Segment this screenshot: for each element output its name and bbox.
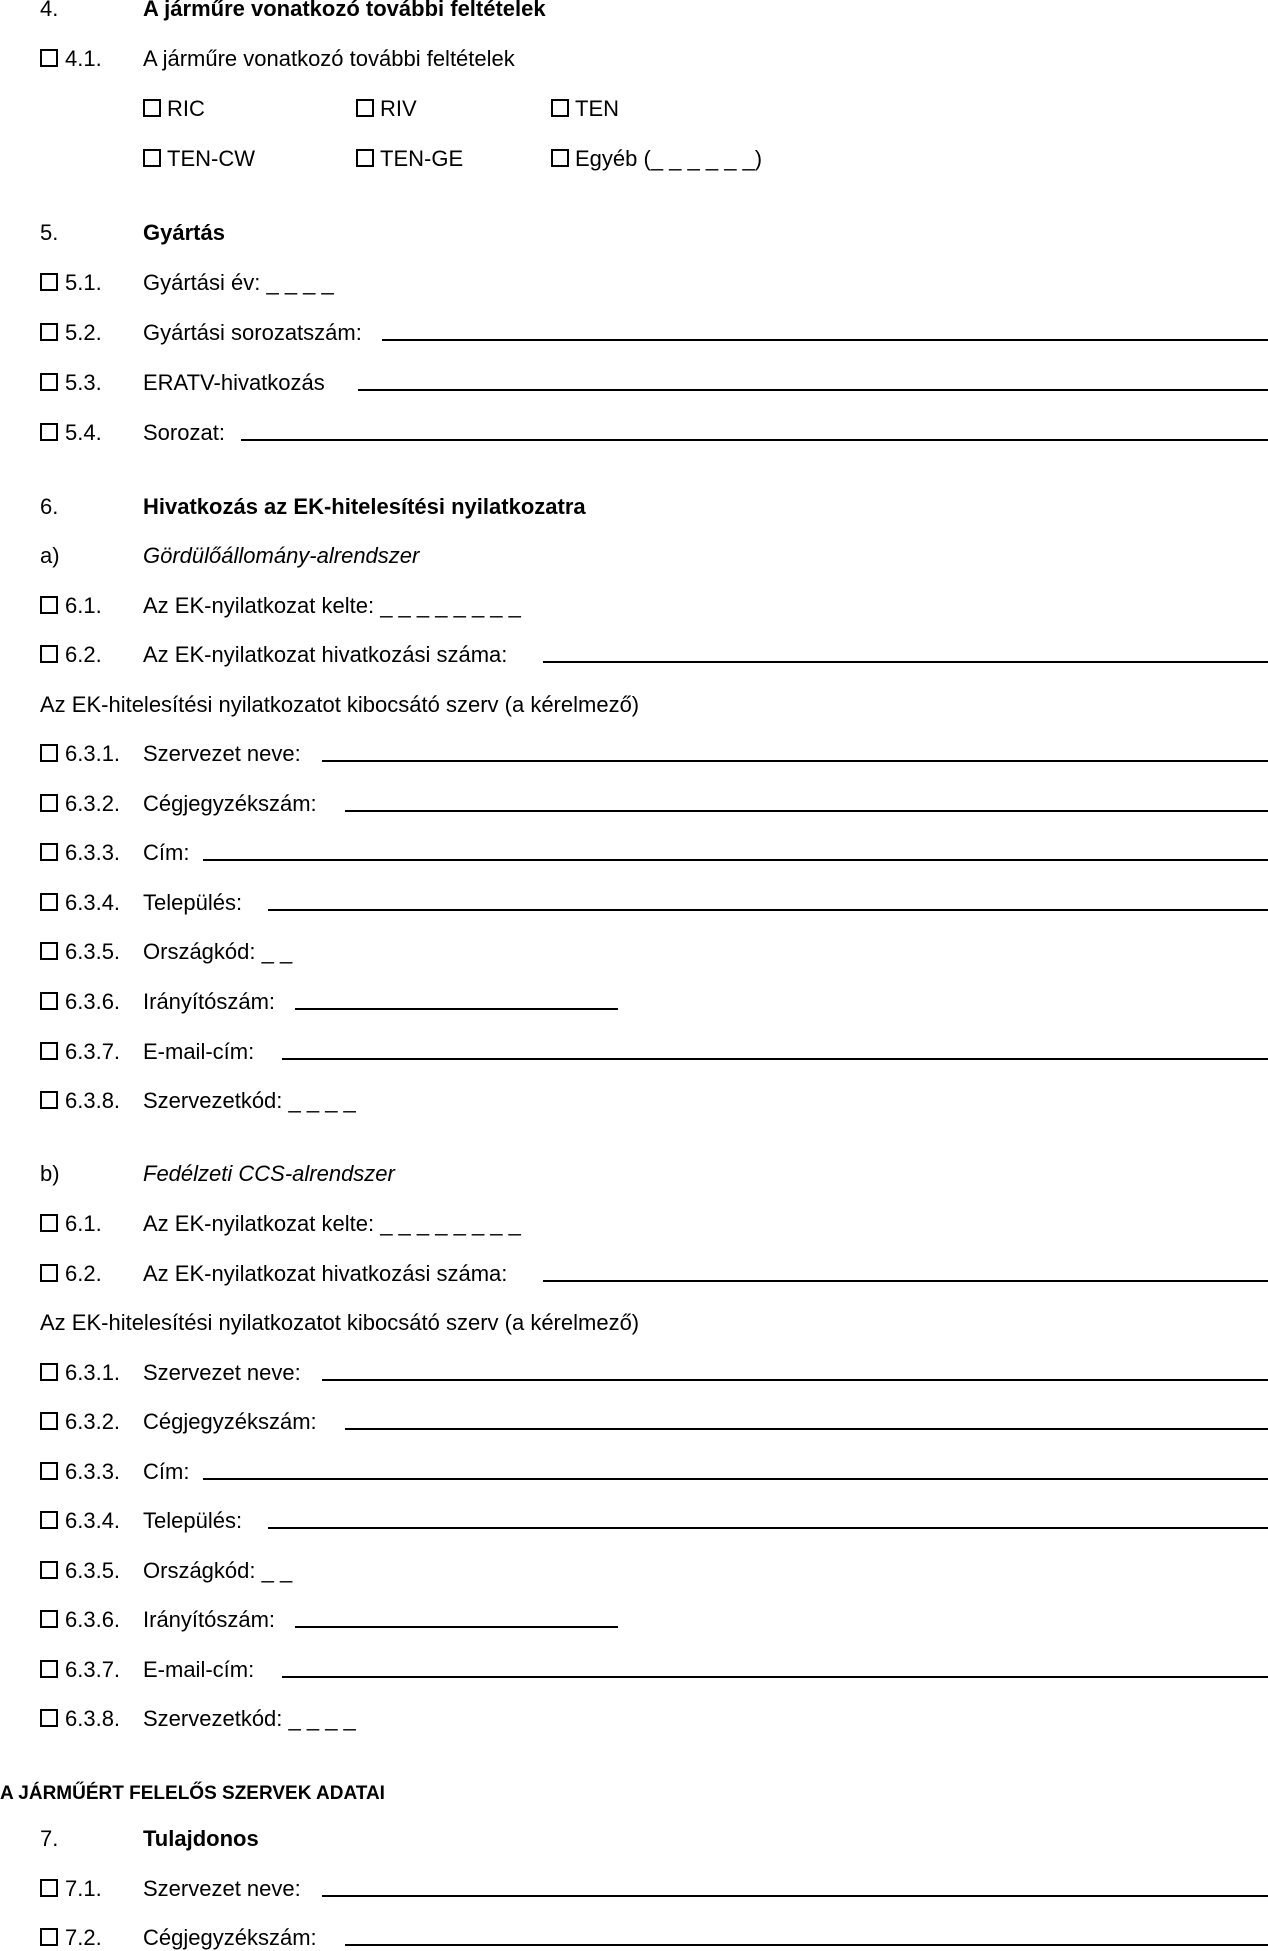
- fill-line[interactable]: [345, 810, 1268, 812]
- item-a-6-3-2: [0, 787, 1268, 817]
- checkbox[interactable]: [143, 149, 161, 167]
- item-label: Cégjegyzékszám:: [143, 791, 317, 816]
- checkbox[interactable]: [40, 645, 58, 663]
- item-a-6-3-1: [0, 737, 1268, 767]
- checkbox[interactable]: [40, 992, 58, 1010]
- item-label: E-mail-cím:: [143, 1039, 255, 1064]
- section-number: 6.: [40, 494, 59, 519]
- item-number: 6.3.1.: [65, 741, 121, 766]
- item-number: 6.3.1.: [65, 1360, 121, 1385]
- checkbox[interactable]: [40, 1363, 58, 1381]
- subsection-b-header: [0, 1157, 1268, 1187]
- item-label: Szervezetkód: _ _ _ _: [143, 1706, 356, 1731]
- option-label: TEN-CW: [167, 146, 255, 171]
- fill-line[interactable]: [282, 1676, 1268, 1678]
- subsection-letter: a): [40, 543, 60, 568]
- section-number: 7.: [40, 1826, 59, 1851]
- item-a-6-1: [0, 589, 1268, 619]
- item-number: 6.3.3.: [65, 1459, 121, 1484]
- item-label: Cégjegyzékszám:: [143, 1925, 317, 1950]
- item-number: 5.3.: [65, 370, 102, 395]
- item-number: 6.3.2.: [65, 1409, 121, 1434]
- item-label: Gyártási sorozatszám:: [143, 320, 362, 345]
- responsible-heading-row: [0, 1775, 1268, 1805]
- item-number: 6.3.6.: [65, 1607, 121, 1632]
- item-b-6-2: [0, 1257, 1268, 1287]
- checkbox[interactable]: [40, 893, 58, 911]
- item-b-6-3-4: [0, 1504, 1268, 1534]
- item-a-6-3-6: [0, 985, 1268, 1015]
- item-7-1: [0, 1872, 1268, 1902]
- item-number: 6.3.6.: [65, 989, 121, 1014]
- checkbox[interactable]: [356, 99, 374, 117]
- checkbox[interactable]: [40, 1660, 58, 1678]
- checkbox[interactable]: [40, 794, 58, 812]
- item-number: 6.3.2.: [65, 791, 121, 816]
- item-number: 6.3.8.: [65, 1088, 121, 1113]
- checkbox[interactable]: [40, 1511, 58, 1529]
- item-5-2: [0, 316, 1268, 346]
- item-b-6-3-3: [0, 1455, 1268, 1485]
- section-title: Hivatkozás az EK-hitelesítési nyilatkozatra: [143, 494, 586, 519]
- checkbox[interactable]: [40, 1214, 58, 1232]
- item-number: 6.1.: [65, 593, 102, 618]
- item-a-6-3-4: [0, 886, 1268, 916]
- checkbox[interactable]: [551, 149, 569, 167]
- item-label: Országkód: _ _: [143, 1558, 293, 1583]
- item-number: 6.3.4.: [65, 1508, 121, 1533]
- checkbox[interactable]: [40, 1462, 58, 1480]
- subsection-title: Fedélzeti CCS-alrendszer: [143, 1161, 395, 1186]
- option-riv[interactable]: [356, 96, 417, 122]
- responsible-heading: A JÁRMŰÉRT FELELŐS SZERVEK ADATAI: [0, 1783, 385, 1804]
- item-number: 6.3.7.: [65, 1039, 121, 1064]
- option-ric[interactable]: [143, 96, 205, 122]
- item-b-6-3-5: [0, 1554, 1268, 1584]
- item-label: Az EK-nyilatkozat hivatkozási száma:: [143, 642, 508, 667]
- item-label: Országkód: _ _: [143, 939, 293, 964]
- checkbox[interactable]: [143, 99, 161, 117]
- item-b-6-3-6: [0, 1603, 1268, 1633]
- item-label: Település:: [143, 1508, 243, 1533]
- item-label: Település:: [143, 890, 243, 915]
- checkbox[interactable]: [40, 843, 58, 861]
- item-label: Az EK-nyilatkozat hivatkozási száma:: [143, 1261, 508, 1286]
- item-number: 4.1.: [65, 46, 102, 71]
- item-label: Sorozat:: [143, 420, 225, 445]
- item-label: Szervezetkód: _ _ _ _: [143, 1088, 356, 1113]
- option-ten-ge[interactable]: [356, 146, 463, 172]
- section-number: 5.: [40, 220, 59, 245]
- section-title: Gyártás: [143, 220, 225, 245]
- issuer-heading: Az EK-hitelesítési nyilatkozatot kibocsátó szerv (a kérelmező): [40, 692, 640, 717]
- item-label: E-mail-cím:: [143, 1657, 255, 1682]
- item-b-6-1: [0, 1207, 1268, 1237]
- item-label: Szervezet neve:: [143, 1360, 301, 1385]
- checkbox[interactable]: [40, 423, 58, 441]
- section-4-header: [0, 0, 1268, 22]
- checkbox[interactable]: [40, 323, 58, 341]
- fill-line[interactable]: [543, 1280, 1268, 1282]
- section-number: 4.: [40, 0, 59, 21]
- option-label: RIC: [167, 96, 205, 121]
- checkbox[interactable]: [40, 942, 58, 960]
- checkbox[interactable]: [40, 1879, 58, 1897]
- option-label: TEN: [575, 96, 619, 121]
- item-number: 6.3.4.: [65, 890, 121, 915]
- item-label: Cégjegyzékszám:: [143, 1409, 317, 1434]
- fill-line[interactable]: [322, 760, 1268, 762]
- item-number: 5.2.: [65, 320, 102, 345]
- fill-line[interactable]: [268, 909, 1268, 911]
- fill-line[interactable]: [358, 389, 1268, 391]
- fill-line[interactable]: [322, 1895, 1268, 1897]
- item-label: Szervezet neve:: [143, 1876, 301, 1901]
- fill-line[interactable]: [241, 439, 1268, 441]
- item-number: 7.2.: [65, 1925, 102, 1950]
- item-number: 6.3.8.: [65, 1706, 121, 1731]
- option-ten[interactable]: [551, 96, 619, 122]
- checkbox[interactable]: [40, 273, 58, 291]
- options-row-1: [0, 92, 1268, 122]
- subsection-letter: b): [40, 1161, 60, 1186]
- issuer-heading-b: [0, 1306, 1268, 1336]
- section-title: Tulajdonos: [143, 1826, 259, 1851]
- item-a-6-3-7: [0, 1035, 1268, 1065]
- item-b-6-3-2: [0, 1405, 1268, 1435]
- item-label: Gyártási év: _ _ _ _: [143, 270, 334, 295]
- fill-line[interactable]: [282, 1058, 1268, 1060]
- item-number: 6.2.: [65, 642, 102, 667]
- fill-line[interactable]: [203, 1478, 1268, 1480]
- item-a-6-3-5: [0, 935, 1268, 965]
- checkbox[interactable]: [40, 596, 58, 614]
- item-number: 7.1.: [65, 1876, 102, 1901]
- item-5-4: [0, 416, 1268, 446]
- checkbox[interactable]: [40, 744, 58, 762]
- checkbox[interactable]: [40, 1412, 58, 1430]
- checkbox[interactable]: [40, 1264, 58, 1282]
- item-label: Szervezet neve:: [143, 741, 301, 766]
- item-5-3: [0, 366, 1268, 396]
- item-label: Irányítószám:: [143, 1607, 276, 1632]
- issuer-heading: Az EK-hitelesítési nyilatkozatot kibocsátó szerv (a kérelmező): [40, 1310, 640, 1335]
- fill-line[interactable]: [345, 1428, 1268, 1430]
- fill-line[interactable]: [295, 1626, 618, 1628]
- item-b-6-3-7: [0, 1653, 1268, 1683]
- checkbox[interactable]: [40, 373, 58, 391]
- fill-line[interactable]: [295, 1008, 618, 1010]
- fill-line[interactable]: [322, 1379, 1268, 1381]
- item-number: 5.4.: [65, 420, 102, 445]
- item-b-6-3-1: [0, 1356, 1268, 1386]
- fill-line[interactable]: [268, 1527, 1268, 1529]
- issuer-heading-a: [0, 688, 1268, 718]
- checkbox[interactable]: [40, 1561, 58, 1579]
- subsection-title: Gördülőállomány-alrendszer: [143, 543, 420, 568]
- option-ten-cw[interactable]: [143, 146, 255, 172]
- item-label: Cím:: [143, 1459, 190, 1484]
- checkbox[interactable]: [40, 1709, 58, 1727]
- checkbox[interactable]: [356, 149, 374, 167]
- item-number: 6.3.7.: [65, 1657, 121, 1682]
- item-a-6-3-3: [0, 836, 1268, 866]
- checkbox[interactable]: [551, 99, 569, 117]
- item-label: Irányítószám:: [143, 989, 276, 1014]
- section-5-header: [0, 216, 1268, 246]
- option-label: TEN-GE: [380, 146, 464, 171]
- item-number: 6.1.: [65, 1211, 102, 1236]
- item-label: A járműre vonatkozó további feltételek: [143, 46, 515, 71]
- section-7-header: [0, 1822, 1268, 1852]
- subsection-a-header: [0, 539, 1268, 569]
- item-a-6-3-8: [0, 1084, 1268, 1114]
- fill-line[interactable]: [543, 661, 1268, 663]
- item-label: Az EK-nyilatkozat kelte: _ _ _ _ _ _ _ _: [143, 593, 521, 618]
- item-label: Az EK-nyilatkozat kelte: _ _ _ _ _ _ _ _: [143, 1211, 521, 1236]
- checkbox[interactable]: [40, 1610, 58, 1628]
- option-other[interactable]: [551, 146, 762, 172]
- item-b-6-3-8: [0, 1702, 1268, 1732]
- option-label: RIV: [380, 96, 417, 121]
- item-number: 5.1.: [65, 270, 102, 295]
- fill-line[interactable]: [382, 339, 1268, 341]
- item-number: 6.3.5.: [65, 939, 121, 964]
- checkbox[interactable]: [40, 1042, 58, 1060]
- fill-line[interactable]: [345, 1944, 1268, 1946]
- item-number: 6.3.3.: [65, 840, 121, 865]
- item-a-6-2: [0, 638, 1268, 668]
- item-4-1: [0, 42, 1268, 72]
- checkbox[interactable]: [40, 1928, 58, 1946]
- item-label: Cím:: [143, 840, 190, 865]
- option-label: Egyéb (_ _ _ _ _ _): [575, 146, 763, 171]
- fill-line[interactable]: [203, 859, 1268, 861]
- item-5-1: [0, 266, 1268, 296]
- section-6-header: [0, 490, 1268, 520]
- checkbox[interactable]: [40, 1091, 58, 1109]
- options-row-2: [0, 142, 1268, 172]
- section-title: A járműre vonatkozó további feltételek: [143, 0, 546, 21]
- item-number: 6.2.: [65, 1261, 102, 1286]
- item-number: 6.3.5.: [65, 1558, 121, 1583]
- item-7-2: [0, 1921, 1268, 1951]
- checkbox[interactable]: [40, 49, 58, 67]
- item-label: ERATV-hivatkozás: [143, 370, 325, 395]
